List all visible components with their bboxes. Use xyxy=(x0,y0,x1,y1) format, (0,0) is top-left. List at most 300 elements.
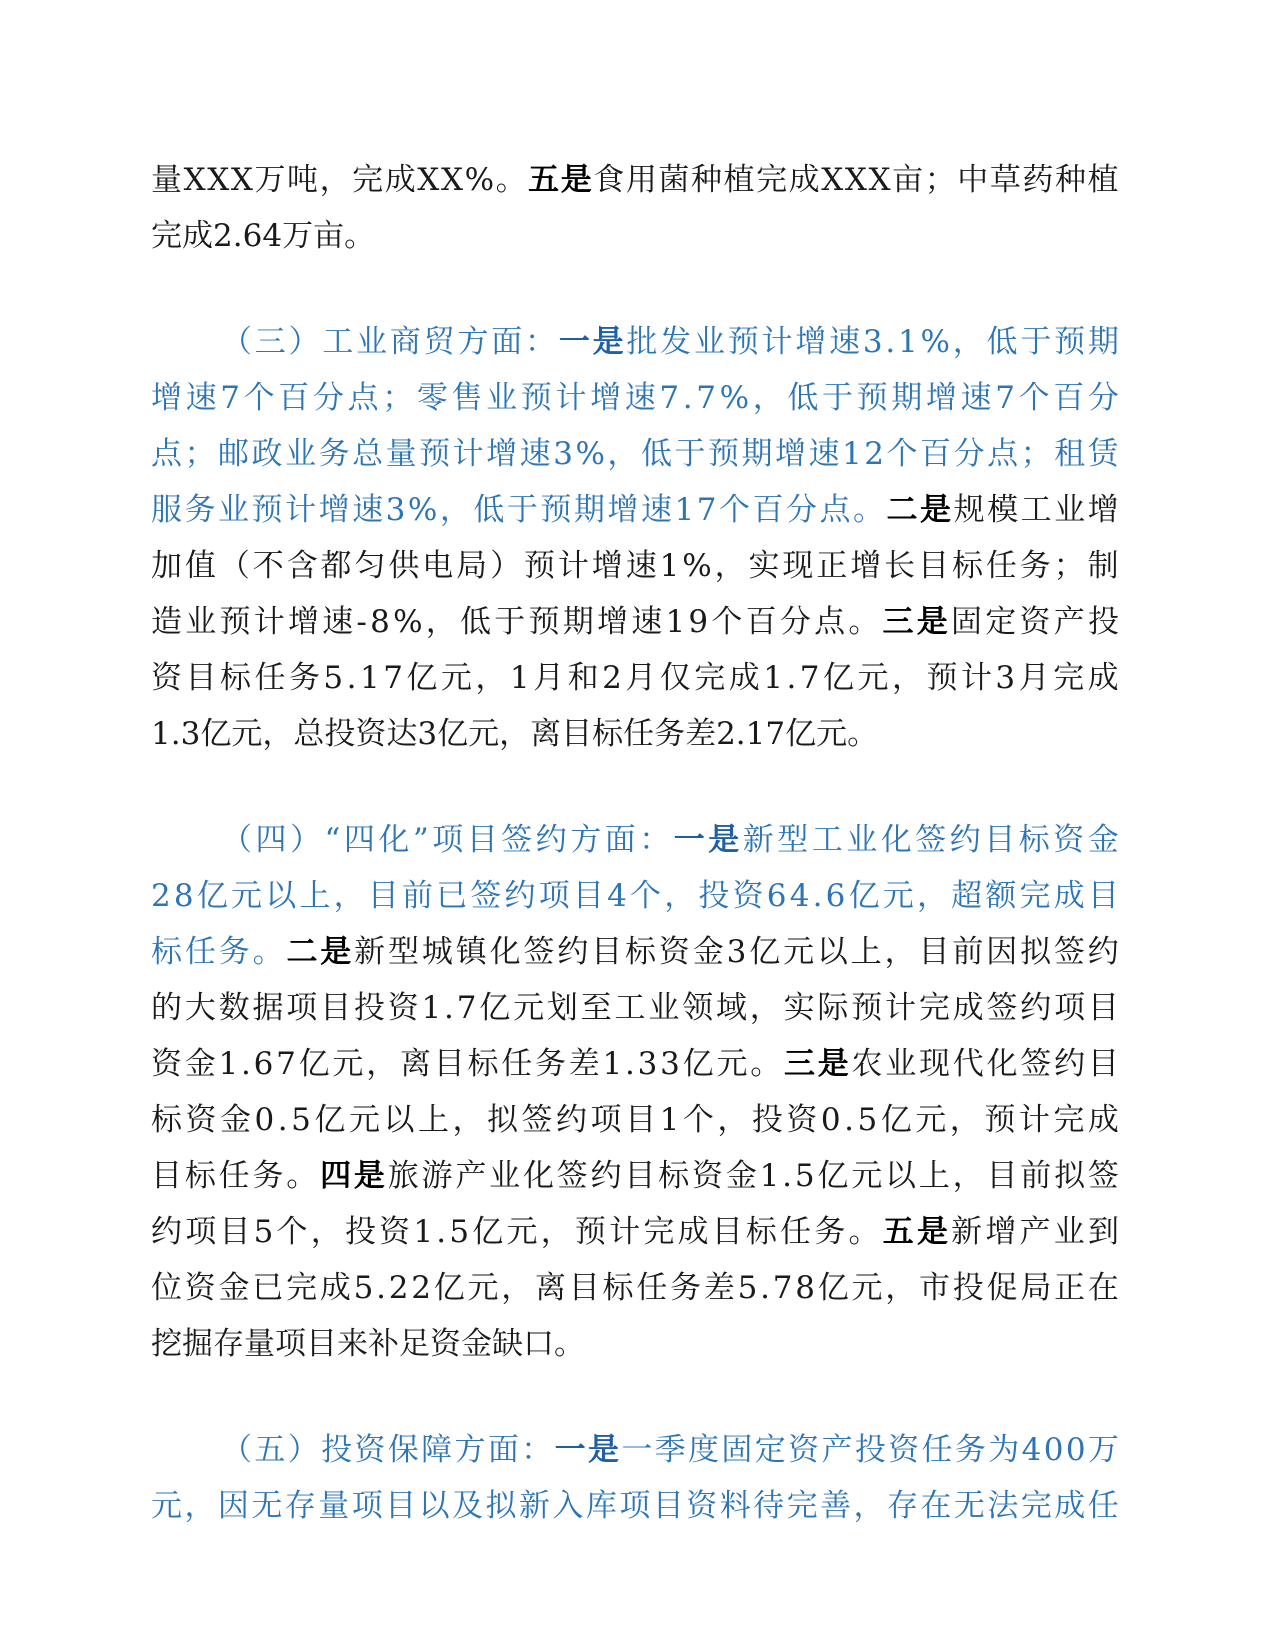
text-char: 预 xyxy=(727,324,759,360)
text-char: 成 xyxy=(1054,1488,1086,1524)
text-char: 项 xyxy=(275,1326,306,1362)
text-char: 目 xyxy=(918,548,950,584)
text-char: 务 xyxy=(184,492,216,528)
text-char: 固 xyxy=(951,604,983,640)
text-char: 。 xyxy=(848,604,880,640)
text-char: 电 xyxy=(422,548,454,584)
text-char: 完 xyxy=(1019,878,1051,914)
text-char: 资 xyxy=(184,1270,216,1306)
text-char: 代 xyxy=(952,1046,984,1082)
text-char: 成 xyxy=(677,1214,709,1250)
text-char: 5 xyxy=(323,660,344,696)
line-text xyxy=(151,482,1119,538)
text-char: 预 xyxy=(707,436,739,472)
text-char: 预 xyxy=(520,380,552,416)
text-char: 1 xyxy=(359,660,380,696)
text-char: 成 xyxy=(1087,660,1119,696)
text-char: 政 xyxy=(251,436,283,472)
text-char: ， xyxy=(184,1488,216,1524)
text-char: 资 xyxy=(788,1432,820,1468)
text-char: 药 xyxy=(1022,162,1054,198)
text-char: 是 xyxy=(353,1158,385,1194)
text-char: 五 xyxy=(882,1214,914,1250)
text-char: 7 xyxy=(696,492,717,528)
text-char: 完 xyxy=(352,162,384,198)
text-char: 3 xyxy=(417,716,438,752)
text-char: 法 xyxy=(987,1488,1019,1524)
text-char: 完 xyxy=(918,990,950,1026)
text-char: 增 xyxy=(287,604,319,640)
text-char: 都 xyxy=(320,548,352,584)
text-char: 期 xyxy=(891,380,923,416)
text-char: ， xyxy=(501,1270,533,1306)
text-char: 农 xyxy=(851,1046,883,1082)
text-char: 中 xyxy=(957,162,989,198)
text-char: ， xyxy=(749,990,781,1026)
text-char: 完 xyxy=(756,162,788,198)
text-char: 是 xyxy=(916,1214,948,1250)
text-char: X xyxy=(868,162,891,198)
text-char: 7 xyxy=(383,660,403,696)
text-char: 离 xyxy=(535,1270,567,1306)
text-char: 型 xyxy=(388,934,420,970)
text-char: 5 xyxy=(291,1102,311,1138)
text-char: 预 xyxy=(856,380,888,416)
text-char: 在 xyxy=(920,1488,952,1524)
text-char: ； xyxy=(1053,548,1085,584)
text-char: 为 xyxy=(988,1432,1020,1468)
text-char: . xyxy=(241,1046,251,1082)
text-char: 速 xyxy=(640,492,672,528)
text-line xyxy=(151,1260,1119,1316)
text-char: 大 xyxy=(184,990,216,1026)
text-char: X xyxy=(440,162,464,198)
text-char: 约 xyxy=(1054,1046,1086,1082)
text-char: 。 xyxy=(853,492,885,528)
text-char: 存 xyxy=(213,1326,244,1362)
text-char: 计 xyxy=(253,604,285,640)
text-char: 8 xyxy=(370,604,390,640)
text-char: 实 xyxy=(783,990,815,1026)
text-char: 务 xyxy=(288,660,320,696)
text-line xyxy=(151,208,1119,264)
text-char: 任 xyxy=(636,1270,668,1306)
text-char: 成 xyxy=(1087,1102,1119,1138)
text-char: 2 xyxy=(213,218,233,254)
text-char: 三 xyxy=(783,1046,815,1082)
text-char: 四 xyxy=(255,822,287,858)
text-char: 目 xyxy=(433,1046,465,1082)
text-char: 签 xyxy=(1053,934,1085,970)
text-char: 投 xyxy=(698,878,730,914)
text-char: 签 xyxy=(556,1158,588,1194)
text-line xyxy=(151,650,1119,706)
text-char: 约 xyxy=(1020,990,1052,1026)
text-char: 型 xyxy=(777,822,809,858)
text-char: 。 xyxy=(848,1214,880,1250)
text-char: 元 xyxy=(440,660,472,696)
text-char: 元 xyxy=(468,716,500,752)
text-char: 标 xyxy=(219,660,251,696)
text-char: 位 xyxy=(151,1270,182,1306)
text-char: ） xyxy=(490,548,522,584)
text-char: . xyxy=(444,990,454,1026)
text-char: 制 xyxy=(1087,548,1119,584)
text-char: 的 xyxy=(151,990,182,1026)
text-char: 项 xyxy=(286,990,318,1026)
text-char: 9 xyxy=(688,604,709,640)
text-char: 约 xyxy=(949,822,981,858)
text-char: 完 xyxy=(786,1488,818,1524)
text-char: 成 xyxy=(1053,878,1085,914)
text-char: 吨 xyxy=(287,162,319,198)
text-char: 标 xyxy=(151,1102,182,1138)
text-char: 目 xyxy=(320,990,352,1026)
text-char: 化 xyxy=(489,934,521,970)
text-char: 月 xyxy=(625,660,657,696)
text-char: 计 xyxy=(557,548,589,584)
text-char: . xyxy=(782,1158,793,1194)
text-char: 项 xyxy=(619,1488,651,1524)
text-char: 是 xyxy=(560,162,592,198)
text-char: 1 xyxy=(151,716,171,752)
text-char: 速 xyxy=(960,380,992,416)
line-text xyxy=(221,812,1119,868)
text-char: 完 xyxy=(1053,660,1085,696)
text-char: 目 xyxy=(1087,878,1119,914)
text-char: 金 xyxy=(220,1102,252,1138)
text-char: 三 xyxy=(254,324,286,360)
text-char: ， xyxy=(664,878,696,914)
text-char: 。 xyxy=(554,1326,585,1362)
text-char: 分 xyxy=(312,380,344,416)
text-char: 亿 xyxy=(196,878,228,914)
text-char: 万 xyxy=(282,218,314,254)
text-char: 预 xyxy=(1054,324,1086,360)
text-char: 无 xyxy=(953,1488,985,1524)
text-char: 增 xyxy=(590,380,622,416)
text-char: 约 xyxy=(535,822,567,858)
text-line xyxy=(151,1092,1119,1148)
text-char: 签 xyxy=(501,822,533,858)
text-char: 待 xyxy=(753,1488,785,1524)
text-char: 5 xyxy=(353,1270,374,1306)
text-char: 7 xyxy=(995,380,1015,416)
text-char: 百 xyxy=(752,492,784,528)
text-char: 速 xyxy=(631,604,663,640)
text-char: 1 xyxy=(763,660,783,696)
text-char: 方 xyxy=(570,822,602,858)
text-char: 标 xyxy=(1018,822,1050,858)
text-char: 标 xyxy=(745,1214,777,1250)
text-char: 于 xyxy=(506,492,538,528)
text-char: 点 xyxy=(814,604,846,640)
text-char: 量 xyxy=(318,1488,350,1524)
text-char: X xyxy=(183,162,206,198)
text-char: 个 xyxy=(276,1214,308,1250)
line-text xyxy=(151,868,1119,924)
text-char: 百 xyxy=(745,604,777,640)
text-char: 百 xyxy=(920,436,952,472)
text-char: 期 xyxy=(573,492,605,528)
text-char: 完 xyxy=(286,1270,318,1306)
text-char: . xyxy=(885,324,896,360)
text-char: 目 xyxy=(625,1102,657,1138)
text-char: 7 xyxy=(772,1270,793,1306)
text-char: 百 xyxy=(1053,380,1085,416)
text-char: 亿 xyxy=(848,878,880,914)
text-char: （ xyxy=(221,324,252,360)
text-char: 个 xyxy=(711,604,743,640)
text-char: 二 xyxy=(286,934,318,970)
text-char: 发 xyxy=(660,324,692,360)
text-char: 1 xyxy=(602,1046,623,1082)
text-char: ； xyxy=(1020,436,1052,472)
text-char: 签 xyxy=(1087,1158,1119,1194)
line-text xyxy=(151,980,1119,1036)
text-char: 元 xyxy=(783,934,815,970)
text-char: 以 xyxy=(816,934,848,970)
text-char: ， xyxy=(425,604,457,640)
text-char: 亿 xyxy=(200,716,232,752)
text-char: X xyxy=(821,162,844,198)
text-char: 补 xyxy=(368,1326,399,1362)
text-char: ； xyxy=(382,380,414,416)
text-char: 增 xyxy=(486,436,518,472)
text-char: 任 xyxy=(184,934,216,970)
text-char: 元 xyxy=(882,878,914,914)
text-char: 点 xyxy=(819,492,851,528)
text-char: 1 xyxy=(842,436,862,472)
text-char: 预 xyxy=(528,604,560,640)
text-char: 方 xyxy=(454,1432,486,1468)
text-char: 目 xyxy=(306,1326,337,1362)
text-char: 分 xyxy=(1087,380,1119,416)
text-char: 预 xyxy=(219,604,251,640)
line-text xyxy=(151,538,1119,594)
text-char: 成 xyxy=(952,990,984,1026)
text-char: 到 xyxy=(1087,1214,1119,1250)
text-char: 于 xyxy=(494,604,526,640)
text-char: 增 xyxy=(795,324,827,360)
text-char: ， xyxy=(949,1102,981,1138)
text-char: （ xyxy=(221,822,252,858)
text-char: 规 xyxy=(953,492,985,528)
text-char: ， xyxy=(752,380,784,416)
text-line xyxy=(151,594,1119,650)
text-char: 增 xyxy=(607,492,639,528)
text-char: 1 xyxy=(745,716,766,752)
text-char: 0 xyxy=(1043,1432,1064,1468)
text-char: 至 xyxy=(580,990,612,1026)
text-char: 5 xyxy=(449,1214,470,1250)
text-char: 完 xyxy=(694,660,726,696)
text-char: 存 xyxy=(886,1488,918,1524)
text-char: 3 xyxy=(180,716,201,752)
text-char: 7 xyxy=(799,660,820,696)
text-char: 金 xyxy=(725,1158,757,1194)
text-char: 是 xyxy=(320,934,352,970)
text-char: 月 xyxy=(1018,660,1050,696)
text-char: 成 xyxy=(319,1270,351,1306)
text-char: 1 xyxy=(659,1102,680,1138)
text-char: 化 xyxy=(880,822,912,858)
text-char: 亿 xyxy=(406,660,438,696)
text-char: 局 xyxy=(1020,1270,1052,1306)
text-char: ， xyxy=(885,1270,917,1306)
text-char: 8 xyxy=(795,1270,815,1306)
line-text xyxy=(151,426,1119,482)
text-char: 务 xyxy=(535,1046,567,1082)
text-char: 个 xyxy=(682,1102,714,1138)
text-char: 化 xyxy=(378,822,410,858)
text-char: 增 xyxy=(985,1214,1017,1250)
text-char: 增 xyxy=(850,548,882,584)
text-char: 签 xyxy=(523,934,555,970)
text-char: 任 xyxy=(985,548,1017,584)
text-char: 产 xyxy=(455,1158,487,1194)
text-char: 。 xyxy=(750,1046,782,1082)
text-char: 标 xyxy=(602,1270,634,1306)
text-char: 速 xyxy=(322,604,354,640)
text-char: 预 xyxy=(574,1214,606,1250)
text-char: 6 xyxy=(766,878,787,914)
text-char: 市 xyxy=(919,1270,951,1306)
text-char: 据 xyxy=(252,990,284,1026)
text-char: 预 xyxy=(251,492,283,528)
line-text xyxy=(221,314,1119,370)
text-char: 以 xyxy=(418,1488,450,1524)
text-char: 资 xyxy=(692,1158,723,1194)
text-line xyxy=(151,538,1119,594)
text-char: 供 xyxy=(388,548,420,584)
text-char: 前 xyxy=(401,878,433,914)
text-char: 达 xyxy=(386,716,418,752)
text-char: 度 xyxy=(688,1432,720,1468)
text-char: 无 xyxy=(251,1488,283,1524)
text-char: 亩 xyxy=(892,162,924,198)
text-char: ； xyxy=(184,436,216,472)
text-char: 上 xyxy=(850,934,882,970)
text-char: ， xyxy=(540,1214,572,1250)
text-char: 保 xyxy=(387,1432,419,1468)
text-char: 。 xyxy=(495,162,527,198)
text-char: 以 xyxy=(885,1158,917,1194)
text-char: 3 xyxy=(385,492,406,528)
text-char: 目 xyxy=(984,822,1016,858)
text-char: . xyxy=(277,1102,288,1138)
text-char: 任 xyxy=(501,1046,533,1082)
text-char: 1 xyxy=(898,324,918,360)
text-char: 3 xyxy=(553,436,573,472)
text-char: 是 xyxy=(708,822,740,858)
text-char: 加 xyxy=(151,548,182,584)
paragraph-investment-guarantee xyxy=(151,1422,1119,1534)
text-char: 已 xyxy=(436,878,468,914)
text-char: 亿 xyxy=(437,716,469,752)
text-char: 计 xyxy=(452,436,484,472)
text-char: 百 xyxy=(278,380,310,416)
text-char: 预 xyxy=(540,492,572,528)
text-char: 签 xyxy=(986,990,1018,1026)
text-char: 增 xyxy=(775,436,806,472)
text-char: 计 xyxy=(285,492,317,528)
text-char: 7 xyxy=(659,380,680,416)
text-char: 4 xyxy=(789,878,810,914)
text-char: 业 xyxy=(185,604,217,640)
text-char: 仅 xyxy=(659,660,691,696)
text-char: 赁 xyxy=(1087,436,1119,472)
text-char: 不 xyxy=(252,548,284,584)
text-char: 一 xyxy=(673,822,705,858)
text-char: 服 xyxy=(151,492,182,528)
text-char: 于 xyxy=(1020,324,1052,360)
text-char: 金 xyxy=(692,934,724,970)
text-char: 月 xyxy=(533,660,565,696)
text-char: 预 xyxy=(523,548,555,584)
text-char: （ xyxy=(221,1432,252,1468)
text-char: 定 xyxy=(985,604,1017,640)
text-char: 投 xyxy=(324,716,356,752)
text-char: 计 xyxy=(885,990,917,1026)
text-char: 工 xyxy=(614,990,646,1026)
text-char: 资 xyxy=(1053,822,1085,858)
text-char: 速 xyxy=(352,492,384,528)
line-text xyxy=(221,1422,1119,1478)
text-char: 局 xyxy=(456,548,488,584)
text-char: % xyxy=(575,436,605,472)
text-char: 投 xyxy=(344,1214,376,1250)
text-char: 0 xyxy=(254,1102,275,1138)
text-char: 投 xyxy=(854,1432,886,1468)
text-char: 上 xyxy=(299,878,331,914)
text-char: 投 xyxy=(1087,604,1119,640)
text-char: 。 xyxy=(252,934,284,970)
text-char: 计 xyxy=(761,324,793,360)
text-char: % xyxy=(464,162,495,198)
text-char: 标 xyxy=(658,1158,690,1194)
text-char: . xyxy=(735,716,746,752)
text-char: 任 xyxy=(780,1214,812,1250)
text-line xyxy=(151,1422,1119,1478)
text-char: 低 xyxy=(473,492,505,528)
text-char: 新 xyxy=(742,822,774,858)
text-char: 一 xyxy=(558,324,590,360)
text-char: ， xyxy=(714,548,746,584)
text-char: 点 xyxy=(151,436,182,472)
text-char: 目 xyxy=(652,1488,684,1524)
text-char: 元 xyxy=(231,716,263,752)
text-char: 低 xyxy=(986,324,1018,360)
text-char: 因 xyxy=(986,934,1018,970)
text-char: 万 xyxy=(254,162,286,198)
text-char: 2 xyxy=(151,878,171,914)
text-char: 6 xyxy=(253,1046,274,1082)
text-char: 亿 xyxy=(472,1214,504,1250)
text-char: 任 xyxy=(218,1158,250,1194)
text-char: ） xyxy=(290,822,321,858)
text-char: % xyxy=(719,380,750,416)
text-char: 上 xyxy=(918,1158,950,1194)
text-char: 期 xyxy=(741,436,773,472)
text-char: ： xyxy=(525,324,557,360)
text-char: 售 xyxy=(451,380,483,416)
text-char: . xyxy=(436,1214,447,1250)
text-line xyxy=(151,152,1119,208)
text-char: 亿 xyxy=(749,934,781,970)
text-char: 离 xyxy=(399,1046,431,1082)
text-char: 四 xyxy=(343,822,375,858)
